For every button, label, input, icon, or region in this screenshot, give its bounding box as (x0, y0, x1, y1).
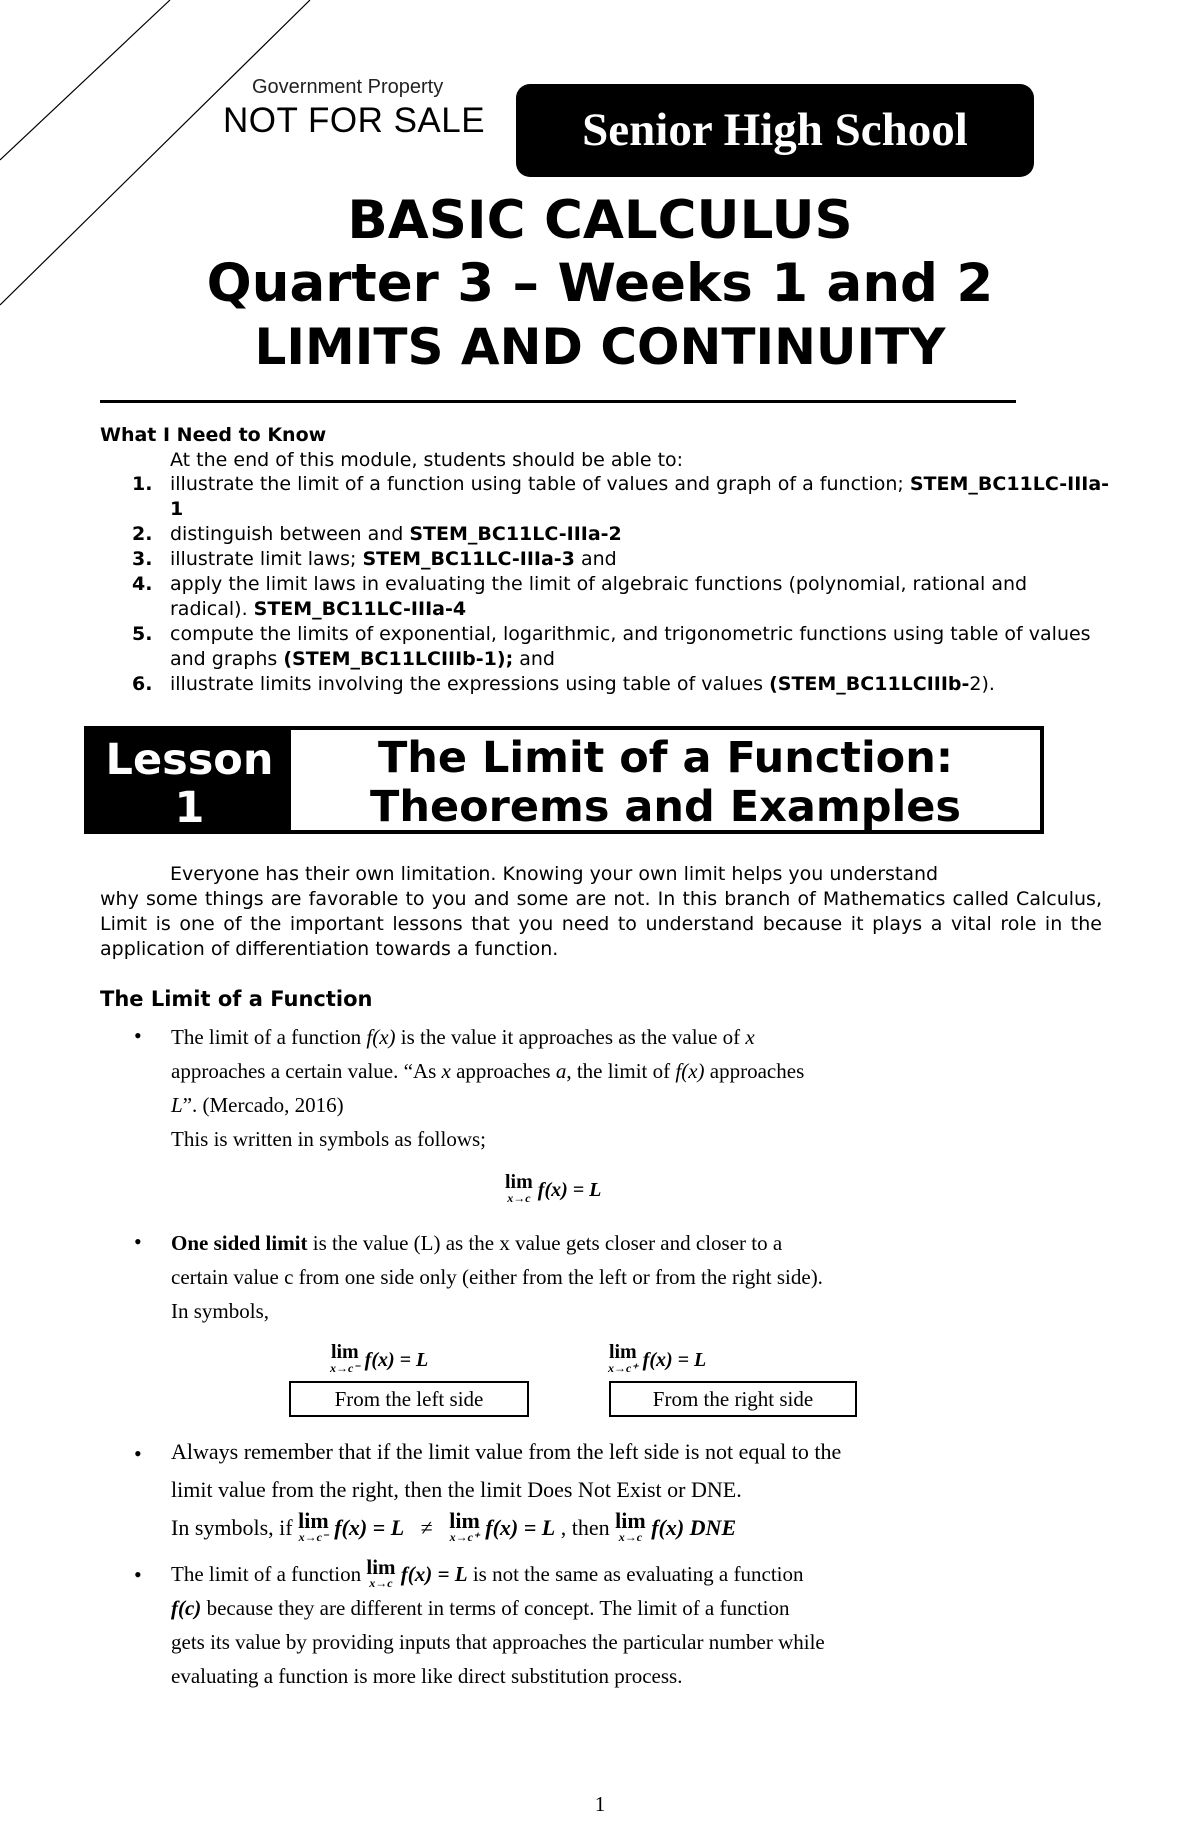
objective-item: 4. apply the limit laws in evaluating the limit of algebraic functions (polynomial, rational and radical). STEM_BC11LC-IIIa-4 (132, 573, 1028, 620)
bullet-icon: • (134, 1441, 142, 1466)
bullet-definition: The limit of a function f(x) is the value it approaches as the value of x approaches a certain value. “As x approaches a, the limit of f(x) approaches L”. (Mercado, 2016) This is written in symbols as follows; (171, 1025, 805, 1151)
lesson-banner (84, 726, 1044, 834)
left-limit-notation: lim x→c⁻ f(x) = L (330, 1341, 429, 1375)
lesson-number-box: Lesson 1 (88, 730, 291, 830)
objective-item: 5. compute the limits of exponential, logarithmic, and trigonometric functions using table of values and graphs (STEM_BC11LCIIIb-1); and (132, 623, 1091, 670)
subject-title: BASIC CALCULUS (347, 190, 853, 251)
objective-item: 6. illustrate limits involving the expressions using table of values (STEM_BC11LCIIIb-2). (132, 673, 995, 695)
what-i-need-heading: What I Need to Know (100, 424, 327, 446)
bullet-one-sided-limit: One sided limit is the value (L) as the x value gets closer and closer to a certain value c from one side only (either from the left or from the right side). In symbols, (171, 1231, 823, 1323)
lesson-title: The Limit of a Function: Theorems and Examples (370, 733, 961, 832)
bullet-icon: • (134, 1229, 142, 1254)
not-for-sale-label: NOT FOR SALE (223, 101, 486, 140)
objective-item: 2. distinguish between and STEM_BC11LC-IIIa-2 (132, 523, 622, 545)
title-divider (100, 400, 1016, 403)
right-side-label-box: From the right side (609, 1381, 857, 1417)
bullet-limit-vs-evaluation: The limit of a function lim x→c f(x) = L is not the same as evaluating a function f(c) because they are different in terms of concept. The limit of a function gets its value by providing inputs that approaches the particular number while evaluating a function is more like direct substitution process. (171, 1555, 825, 1688)
page-number: 1 (594, 1792, 606, 1816)
topic-title: LIMITS AND CONTINUITY (254, 318, 946, 376)
senior-high-school-banner: Senior High School (516, 84, 1034, 177)
right-limit-notation: lim x→c⁺ f(x) = L (608, 1341, 707, 1375)
objectives-intro: At the end of this module, students should be able to: (170, 449, 684, 471)
bullet-icon: • (134, 1562, 142, 1587)
objective-item: 1. illustrate the limit of a function using table of values and graph of a function; STEM_BC11LC-IIIa-1 (132, 473, 1110, 520)
intro-paragraph: Everyone has their own limitation. Knowing your own limit helps you understand why some things are favorable to you and some are not. In this branch of Mathematics called Calculus, Limit is one of the important lessons that you need to understand because it plays a vital role in the application of differentiation towards a function. (100, 863, 1102, 960)
government-property-label: Government Property (252, 76, 444, 98)
objective-item: 3. illustrate limit laws; STEM_BC11LC-IIIa-3 and (132, 548, 617, 570)
quarter-title: Quarter 3 – Weeks 1 and 2 (206, 253, 994, 314)
limit-notation: lim x→c f(x) = L (505, 1171, 602, 1205)
left-side-label-box: From the left side (289, 1381, 529, 1417)
limit-of-function-heading: The Limit of a Function (100, 987, 373, 1011)
bullet-icon: • (134, 1023, 142, 1048)
bullet-dne-rule: Always remember that if the limit value from the left side is not equal to the limit value from the right, then the limit Does Not Exist or DNE. In symbols, if lim x→c⁻ f(x) = L ≠ lim x→c⁺ f(x) = L , then lim x→c f(x) DNE (171, 1439, 842, 1544)
objectives-list (100, 472, 1110, 697)
